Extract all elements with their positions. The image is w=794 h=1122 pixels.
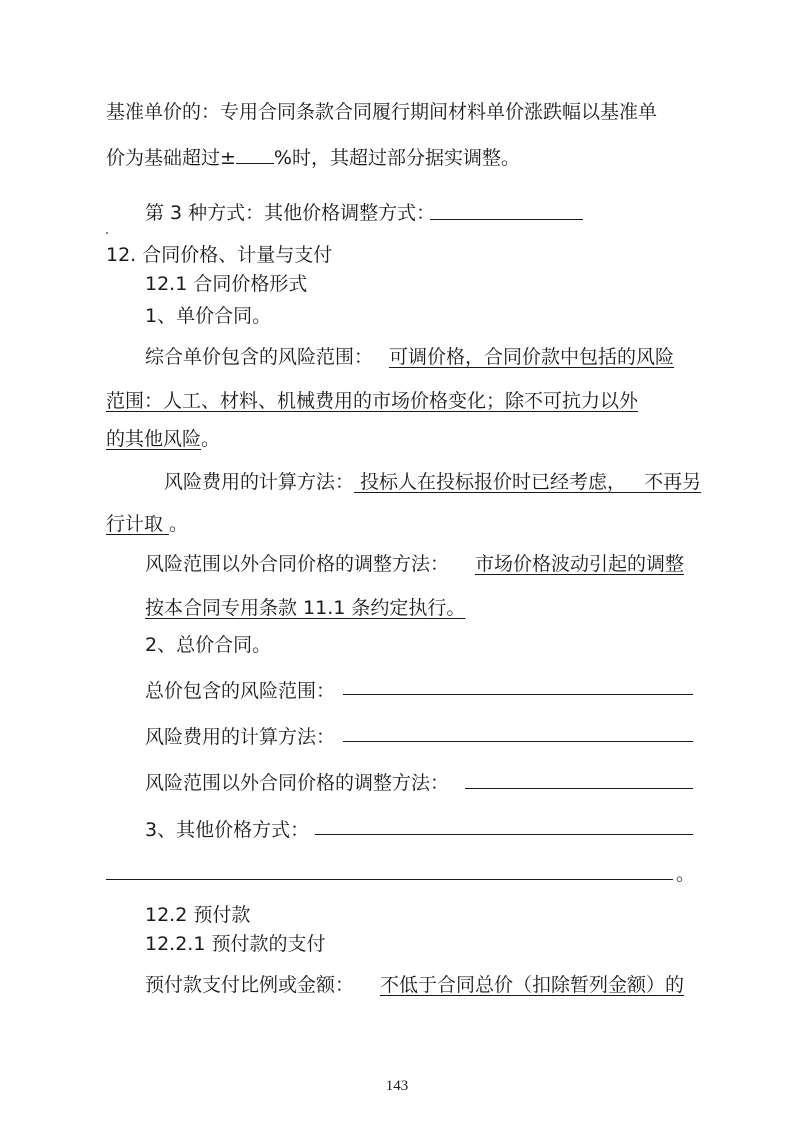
section-12-1-heading: 12.1 合同价格形式: [145, 273, 308, 295]
unit-price-risk-scope-line3: [106, 427, 220, 451]
unit-price-risk-scope-line2: [106, 389, 638, 413]
advance-payment-line: [145, 973, 684, 997]
total-price-risk-fee-blank: [343, 741, 693, 742]
unit-price-risk-scope-end: 。: [201, 428, 221, 450]
method3-label: 第 3 种方式：其他价格调整方式：: [145, 202, 436, 224]
other-price-end: 。: [676, 863, 696, 885]
unit-price-risk-fee-line2: [106, 512, 188, 536]
unit-price-risk-scope-label: 综合单价包含的风险范围：: [145, 346, 374, 368]
unit-price-risk-fee-value-2: 行计取: [106, 513, 170, 535]
stray-dot: [106, 232, 108, 234]
base-price-text-a: 价为基础超过±: [106, 147, 236, 169]
unit-price-risk-fee-line1: [164, 470, 701, 494]
unit-price-risk-scope-line1: [145, 345, 674, 369]
other-price-label: 3、其他价格方式：: [145, 819, 310, 841]
advance-payment-value: 不低于合同总价（扣除暂列金额）的: [380, 974, 685, 996]
section-12-heading: 12. 合同价格、计量与支付: [106, 244, 333, 266]
total-price-adjust-blank: [465, 788, 693, 789]
page-number: 143: [385, 1078, 409, 1094]
other-price-blank-2: [106, 879, 673, 880]
total-price-title: 2、总价合同。: [145, 634, 272, 656]
section-12-2-1-heading: 12.2.1 预付款的支付: [145, 933, 326, 955]
paragraph-base-price-line1: 基准单价的：专用合同条款合同履行期间材料单价涨跌幅以基准单: [106, 101, 658, 123]
unit-price-risk-scope-value-2: 范围：人工、材料、机械费用的市场价格变化；除不可抗力以外: [106, 390, 639, 412]
method3-blank: [430, 219, 583, 220]
total-price-risk-scope-label: 总价包含的风险范围：: [145, 680, 336, 702]
paragraph-base-price-line2: [106, 145, 520, 170]
advance-payment-label: 预付款支付比例或金额：: [145, 974, 355, 996]
total-price-risk-scope-blank: [343, 694, 693, 695]
other-price-blank-1: [315, 834, 693, 835]
percent-blank: [236, 145, 274, 164]
unit-price-risk-scope-value-1: 可调价格，合同价款中包括的风险: [389, 346, 675, 368]
unit-price-risk-fee-value-1: 投标人在投标报价时已经考虑， 不再另: [354, 471, 702, 493]
unit-price-risk-scope-value-3: 的其他风险: [106, 428, 202, 450]
total-price-risk-fee-label: 风险费用的计算方法：: [145, 726, 336, 748]
section-12-2-heading: 12.2 预付款: [145, 904, 251, 926]
unit-price-adjust-label: 风险范围以外合同价格的调整方法：: [145, 553, 450, 575]
base-price-text-b: %时，其超过部分据实调整。: [273, 147, 520, 169]
total-price-adjust-label: 风险范围以外合同价格的调整方法：: [145, 772, 450, 794]
unit-price-adjust-line2: [145, 596, 473, 620]
unit-price-risk-fee-end: 。: [169, 513, 189, 535]
unit-price-adjust-value-2: 按本合同专用条款 11.1 条约定执行。: [145, 597, 466, 619]
unit-price-adjust-value-1: 市场价格波动引起的调整: [475, 553, 685, 575]
unit-price-risk-fee-label: 风险费用的计算方法：: [164, 471, 355, 493]
unit-price-title: 1、单价合同。: [145, 305, 272, 327]
unit-price-adjust-line1: [145, 552, 684, 576]
